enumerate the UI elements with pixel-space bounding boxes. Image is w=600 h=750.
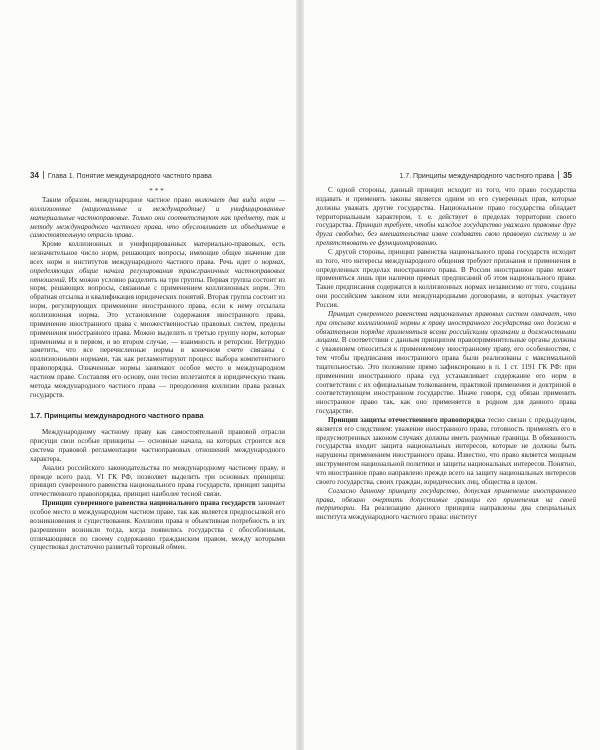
italic-text: включает два вида норм — коллизионные (национальные и международные) и унифицированные материальные частноправовые. Только они соответствуют как предмету, так и методу международного частного права, что обусловливает их объединение в самостоятельную отрасль права <box>30 196 286 240</box>
italic-text: Принцип требует, чтобы каждое государство уважало правовые друг друга свободно, без вмешательства извне создавать свою правовую систему и не препятствовать ее функционированию <box>316 221 576 248</box>
left-running-head <box>30 171 212 181</box>
section-title: 1.7. Принципы международного частного права <box>30 411 204 421</box>
text-run: С одной стороны, данный принцип исходит из того, что право государства издавать и применять законы является одним из его суверенных прав, которые должны уважать другие государства. Национальное право государства обладает территориальным характером, т. е. действует в пределах территории своего государства. <box>316 186 576 230</box>
paragraph <box>30 240 285 399</box>
paragraph <box>316 487 576 522</box>
text-run: . <box>131 231 134 240</box>
bold-text: Принцип суверенного равенства национального права государств <box>42 499 256 508</box>
italic-text: Принцип суверенного равенства национальных правовых систем означает, что при отсылке коллизионной нормы к праву иностранного государства оно должно в обязательном порядке применяться всеми российскими органами и должностными лицами <box>316 309 576 345</box>
right-paragraphs <box>316 186 576 522</box>
text-run: С другой стороны, принцип равенства национального права государств исходит из того, что интересы международного общения требуют признания и применения в определенных пределах иностранного права. В России иностранное право может применяться лишь при наличии прямых предписаний об этом национального права. Такие предписания содержатся в коллизионных нормах независимо от того, созданы они российским законом или международными договорами, в которых участвует Россия. <box>316 247 576 309</box>
right-page-number: 35 <box>563 171 572 180</box>
paragraph <box>30 428 285 463</box>
left-paragraphs <box>30 196 285 399</box>
text-run: Таким образом, международное частное право <box>42 196 196 204</box>
right-running-head <box>399 171 572 181</box>
paragraph <box>316 248 576 310</box>
left-body-text <box>30 186 285 552</box>
text-run: Международному частному праву как самостоятельной правовой отрасли присущи свои особые принципы — основные начала, на которых строится вся система правовой регламентации частноправовых отношений международного характера. <box>30 428 285 463</box>
text-run: тесно связан с предыдущим, является его следствием: уважение иностранного права, готовность применять его в предусмотренных законом случаях должны иметь разумные границы. В обязанность государства входит защита национальных интересов, которые не должны быть нарушены применением иностранного права. Известно, что право является мощным инструментом национальной политики и защиты национальных интересов. Понятно, что иностранное право направлено прежде всего на защиту национальных интересов своего государства, своих граждан, юридических лиц, общества в целом. <box>316 415 576 486</box>
section-separator: *** <box>149 187 166 195</box>
header-divider <box>43 171 44 179</box>
paragraph <box>30 499 285 552</box>
right-body-text <box>316 186 576 522</box>
paragraph <box>316 186 576 248</box>
text-run: Кроме коллизионных и унифицированных материально-правовых, есть незначительное число норм, решающих вопросы, имеющие общее значение для всех норм и институтов международного частного права. Речь идет <box>30 240 285 266</box>
paragraph <box>30 464 285 499</box>
bold-text: Принцип защиты отечественного правопорядка <box>328 415 486 424</box>
right-running-title: 1.7. Принципы международного частного права <box>399 173 555 180</box>
italic-text: Согласно данному принципу государство, допуская применение иностранного права, обязано очертить допустимые границы его применения на своей территории <box>316 486 576 513</box>
text-run: . Их можно условно разделить на три группы. Первая группа состоит из норм, решающих вопросы, связанные с применением коллизионных норм. Это обратная отсылка и квалификация юридических понятий. Вторая группа состоит из норм, регулирующих применение иностранного права, если к нему отсылала коллизионная норма. Это установление содержания иностранного права, применение иностранного права с множественностью правовых систем, пределы применения иностранного права. Можно выделить и третью группу норм, которые применимы и в первом, и во втором случае, — взаимность и реторсии. Нетрудно заметить, что все перечисленные нормы в конечном счете связаны с коллизионными нормами, так как регламентируют процесс выбора компетентного правопорядка. Означенные нормы занимают особое место в международном частном праве. Составляя его основу, они тесно вплетаются в юридическую ткань метода международного частного права — преодоления коллизии права разных государств. <box>30 275 285 399</box>
paragraph <box>30 196 285 240</box>
italic-text: о нормах, определяющих общие начала регулирования трансграничных частноправовых отношений <box>30 257 285 284</box>
text-run: . В соответствии с данным принципом правоприменительные органы должны с уважением относиться к применяемому иностранному праву, его особенностям, с тем чтобы предписания иностранного права были реализованы с максимальной тщательностью. Это положение прямо зафиксировано в п. 1 ст. 1191 ГК РФ: при применении иностранного права суд устанавливает содержание его норм в соответствии с их официальным толкованием, практикой применения и доктриной в соответствующем иностранном государстве. Иначе говоря, суд обязан применить иностранное право так, как оно применяется в родном для данного права государстве. <box>316 336 576 416</box>
left-running-title: Глава 1. Понятие международного частного права <box>47 173 212 180</box>
text-run: . <box>436 239 438 248</box>
header-divider <box>558 171 559 179</box>
paragraph <box>316 310 576 416</box>
text-run: Анализ российского законодательства по международному частному праву, и прежде всего разд. VI ГК РФ, позволяет выделить три основных принципа: принцип суверенного равенства национального права государств, принцип защиты отечественного правопорядка, принцип наиболее тесной связи. <box>30 463 285 499</box>
paragraph <box>316 416 576 487</box>
left-page <box>0 0 296 750</box>
book-gutter <box>296 0 304 750</box>
text-run: . На реализацию данного принципа направлены два специальных института международного частного права: институт <box>316 504 576 522</box>
left-page-number: 34 <box>30 171 39 180</box>
section-paragraphs <box>30 428 285 552</box>
right-page <box>304 0 600 750</box>
text-run: занимает особое место в международном частном праве, так как является предпосылкой его возникновения и существования. Коллизии права и объективная потребность в их разрешении возникли тогда, когда появились государства с обособленным, отличающимся по своему содержанию гражданским правом, между которыми существовал достаточно развитый торговый обмен. <box>30 499 285 552</box>
